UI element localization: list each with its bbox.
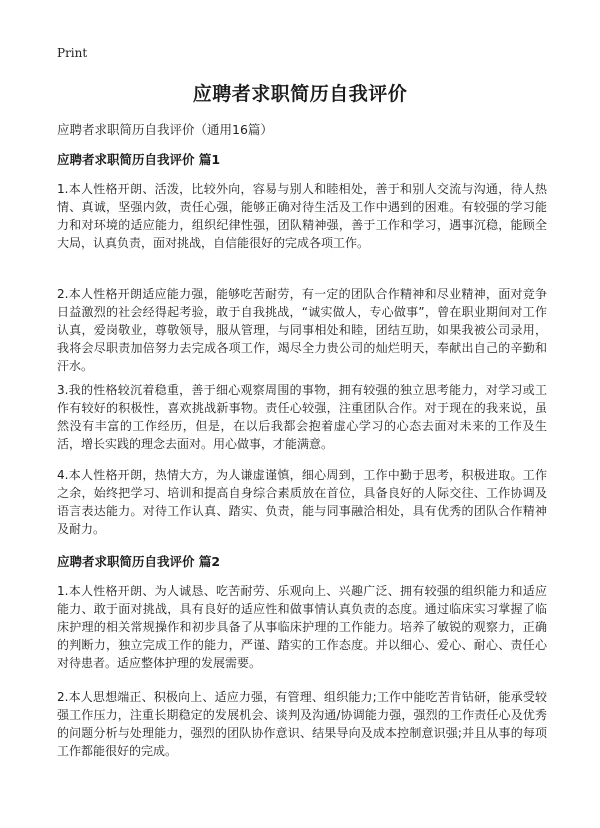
section-heading: 应聘者求职简历自我评价 篇2 bbox=[57, 554, 221, 569]
page-subtitle: 应聘者求职简历自我评价（通用16篇） bbox=[57, 122, 273, 137]
paragraph: 2.本人思想端正、积极向上、适应力强，有管理、组织能力;工作中能吃苦肯钻研，能承受较强工作压力，注重长期稳定的发展机会、谈判及沟通/协调能力强，强烈的工作责任心及优秀的问题分析与处理能力，强烈的团队协作意识、结果导向及成本控制意识强;并且从事的每项工作都能很好的完成。 bbox=[57, 690, 547, 758]
page-title: 应聘者求职简历自我评价 bbox=[192, 83, 408, 105]
paragraph: 1.本人性格开朗、活泼，比较外向，容易与别人和睦相处，善于和别人交流与沟通，待人热情、真诚，坚强内敛，责任心强，能够正确对待生活及工作中遇到的困难。有较强的学习能力和对环境的适应能力，组织纪律性强，团队精神强，善于工作和学习，遇事沉稳，能顾全大局，认真负责，面对挑战，自信能很好的完成各项工作。 bbox=[57, 182, 547, 250]
paragraph: 2.本人性格开朗适应能力强，能够吃苦耐劳，有一定的团队合作精神和尽业精神，面对竞争日益激烈的社会经得起考验，敢于自我挑战，“诚实做人，专心做事”，曾在职业期间对工作认真，爱岗敬业，尊敬领导，服从管理，与同事相处和睦，团结互助，如果我被公司录用，我将会尽职责加倍努力去完成各项工作，竭尽全力贵公司的灿烂明天，奉献出自己的辛勤和汗水。 bbox=[57, 287, 547, 373]
paragraph: 3.我的性格较沉着稳重，善于细心观察周围的事物，拥有较强的独立思考能力，对学习或工作有较好的积极性，喜欢挑战新事物。责任心较强，注重团队合作。对于现在的我来说，虽然没有丰富的工作经历，但是，在以后我都会抱着虚心学习的心态去面对未来的工作及生活，增长实践的理念去面对。用心做事，才能满意。 bbox=[57, 383, 547, 451]
section-heading: 应聘者求职简历自我评价 篇1 bbox=[57, 152, 221, 167]
section-2 bbox=[57, 553, 547, 758]
paragraph: 4.本人性格开朗，热情大方，为人谦虚谨慎，细心周到，工作中勤于思考，积极进取。工作之余，始终把学习、培训和提高自身综合素质放在首位，具备良好的人际交往、工作协调及语言表达能力。对待工作认真、踏实、负责，能与同事融洽相处，具有优秀的团队合作精神及耐力。 bbox=[57, 468, 547, 536]
paragraph: 1.本人性格开朗、为人诚恳、吃苦耐劳、乐观向上、兴趣广泛、拥有较强的组织能力和适应能力、敢于面对挑战，具有良好的适应性和做事情认真负责的态度。通过临床实习掌握了临床护理的相关常规操作和初步具备了从事临床护理的工作能力。培养了敏锐的观察力，正确的判断力，独立完成工作的能力，严谨、踏实的工作态度。并以细心、爱心、耐心、责任心对待患者。适应整体护理的发展需要。 bbox=[57, 584, 547, 670]
section-1 bbox=[57, 151, 547, 536]
print-link[interactable]: Print bbox=[57, 46, 88, 60]
